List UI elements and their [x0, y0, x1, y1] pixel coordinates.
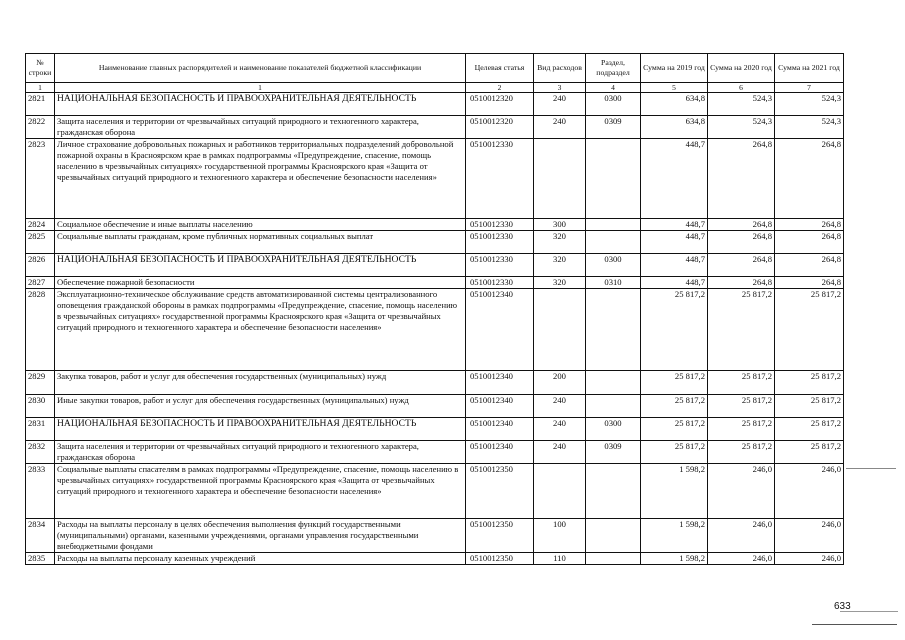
- row-sum-2021: 524,3: [775, 93, 844, 116]
- row-name: Иные закупки товаров, работ и услуг для обеспечения государственных (муниципальных) нужд: [55, 395, 466, 418]
- row-sum-2019: 634,8: [641, 116, 708, 139]
- table-body: [26, 93, 844, 565]
- row-name: Обеспечение пожарной безопасности: [55, 277, 466, 289]
- row-name: Личное страхование добровольных пожарных и работников территориальных подразделений добровольной пожарной охраны в Красноярском крае в рамках подпрограммы «Предупреждение, спасение, помощь населению в чрезвычайных ситуациях» государственной программы Красноярского края «Защита от чрезвычайных ситуаций природного и техногенного характера и обеспечение безопасности населения»: [55, 139, 466, 219]
- row-number: 2831: [26, 418, 55, 441]
- row-section: [586, 371, 641, 395]
- row-type: 240: [534, 395, 586, 418]
- row-type: [534, 139, 586, 219]
- row-sum-2020: 264,8: [708, 219, 775, 231]
- budget-table-sheet: [25, 53, 843, 565]
- table-row: [26, 219, 844, 231]
- table-row: [26, 277, 844, 289]
- header-target: Целевая статья: [466, 54, 534, 83]
- header-2020: Сумма на 2020 год: [708, 54, 775, 83]
- row-target: 0510012320: [466, 93, 534, 116]
- row-sum-2020: 25 817,2: [708, 395, 775, 418]
- table-header: [26, 54, 844, 93]
- row-sum-2019: 634,8: [641, 93, 708, 116]
- row-sum-2021: 264,8: [775, 254, 844, 277]
- row-target: 0510012350: [466, 519, 534, 553]
- row-name: НАЦИОНАЛЬНАЯ БЕЗОПАСНОСТЬ И ПРАВООХРАНИТЕЛЬНАЯ ДЕЯТЕЛЬНОСТЬ: [55, 93, 466, 116]
- row-section: 0309: [586, 116, 641, 139]
- row-number: 2828: [26, 289, 55, 371]
- row-number: 2824: [26, 219, 55, 231]
- row-number: 2833: [26, 464, 55, 519]
- scan-line: [846, 468, 896, 469]
- row-type: 320: [534, 231, 586, 254]
- row-name: Социальное обеспечение и иные выплаты населению: [55, 219, 466, 231]
- row-sum-2019: 448,7: [641, 139, 708, 219]
- row-sum-2020: 25 817,2: [708, 371, 775, 395]
- header-num: 4: [586, 83, 641, 93]
- row-type: 240: [534, 116, 586, 139]
- table-row: [26, 519, 844, 553]
- row-section: 0309: [586, 441, 641, 464]
- row-section: [586, 289, 641, 371]
- row-section: 0300: [586, 418, 641, 441]
- row-section: [586, 219, 641, 231]
- row-type: 320: [534, 254, 586, 277]
- header-row-no: № строки: [26, 54, 55, 83]
- table-row: [26, 116, 844, 139]
- row-type: 100: [534, 519, 586, 553]
- row-sum-2021: 25 817,2: [775, 441, 844, 464]
- row-target: 0510012350: [466, 464, 534, 519]
- row-section: 0300: [586, 93, 641, 116]
- row-section: 0310: [586, 277, 641, 289]
- row-sum-2019: 25 817,2: [641, 371, 708, 395]
- row-sum-2019: 448,7: [641, 219, 708, 231]
- row-name: Расходы на выплаты персоналу казенных учреждений: [55, 553, 466, 565]
- row-number: 2834: [26, 519, 55, 553]
- row-number: 2822: [26, 116, 55, 139]
- row-sum-2020: 524,3: [708, 93, 775, 116]
- row-type: 240: [534, 418, 586, 441]
- row-name: Социальные выплаты спасателям в рамках подпрограммы «Предупреждение, спасение, помощь населению в чрезвычайных ситуациях» государственной программы Красноярского края «Защита от чрезвычайных ситуаций природного и техногенного характера и обеспечение безопасности населения»: [55, 464, 466, 519]
- row-target: 0510012340: [466, 395, 534, 418]
- budget-table: [25, 53, 844, 565]
- row-sum-2021: 25 817,2: [775, 289, 844, 371]
- row-sum-2019: 25 817,2: [641, 418, 708, 441]
- row-sum-2019: 1 598,2: [641, 519, 708, 553]
- row-section: [586, 519, 641, 553]
- row-sum-2019: 1 598,2: [641, 464, 708, 519]
- table-row: [26, 231, 844, 254]
- row-target: 0510012340: [466, 418, 534, 441]
- table-row: [26, 418, 844, 441]
- row-sum-2021: 246,0: [775, 553, 844, 565]
- row-section: [586, 395, 641, 418]
- row-number: 2832: [26, 441, 55, 464]
- row-sum-2019: 448,7: [641, 254, 708, 277]
- row-sum-2021: 264,8: [775, 219, 844, 231]
- row-type: [534, 464, 586, 519]
- header-name: Наименование главных распорядителей и наименование показателей бюджетной классификации: [55, 54, 466, 83]
- row-target: 0510012350: [466, 553, 534, 565]
- row-section: [586, 464, 641, 519]
- header-num: 1: [26, 83, 55, 93]
- row-sum-2020: 264,8: [708, 139, 775, 219]
- header-num: 1: [55, 83, 466, 93]
- row-sum-2020: 246,0: [708, 553, 775, 565]
- row-sum-2020: 246,0: [708, 519, 775, 553]
- table-row: [26, 553, 844, 565]
- row-name: Эксплуатационно-техническое обслуживание средств автоматизированной системы централизованного оповещения гражданской обороны в рамках подпрограммы «Предупреждение, спасение, помощь населению в чрезвычайных ситуациях» государственной программы Красноярского края «Защита от чрезвычайных ситуаций природного и техногенного характера и обеспечение безопасности населения»: [55, 289, 466, 371]
- table-row: [26, 441, 844, 464]
- row-sum-2020: 264,8: [708, 231, 775, 254]
- table-row: [26, 395, 844, 418]
- row-sum-2020: 246,0: [708, 464, 775, 519]
- row-type: 320: [534, 277, 586, 289]
- row-name: Защита населения и территории от чрезвычайных ситуаций природного и техногенного характера, гражданская оборона: [55, 116, 466, 139]
- row-sum-2021: 264,8: [775, 231, 844, 254]
- header-section: Раздел, подраздел: [586, 54, 641, 83]
- row-sum-2021: 264,8: [775, 139, 844, 219]
- header-2021: Сумма на 2021 год: [775, 54, 844, 83]
- header-num: 7: [775, 83, 844, 93]
- row-target: 0510012340: [466, 289, 534, 371]
- row-section: [586, 553, 641, 565]
- row-target: 0510012330: [466, 254, 534, 277]
- row-sum-2021: 25 817,2: [775, 371, 844, 395]
- row-number: 2826: [26, 254, 55, 277]
- row-sum-2021: 246,0: [775, 519, 844, 553]
- row-target: 0510012340: [466, 371, 534, 395]
- table-row: [26, 371, 844, 395]
- row-type: 110: [534, 553, 586, 565]
- header-num: 2: [466, 83, 534, 93]
- row-sum-2021: 264,8: [775, 277, 844, 289]
- table-row: [26, 464, 844, 519]
- row-number: 2823: [26, 139, 55, 219]
- table-row: [26, 93, 844, 116]
- row-number: 2829: [26, 371, 55, 395]
- row-sum-2021: 25 817,2: [775, 395, 844, 418]
- row-sum-2020: 25 817,2: [708, 289, 775, 371]
- row-target: 0510012330: [466, 277, 534, 289]
- row-name: Закупка товаров, работ и услуг для обеспечения государственных (муниципальных) нужд: [55, 371, 466, 395]
- row-type: 240: [534, 93, 586, 116]
- row-name: Социальные выплаты гражданам, кроме публичных нормативных социальных выплат: [55, 231, 466, 254]
- row-section: [586, 231, 641, 254]
- table-row: [26, 254, 844, 277]
- row-target: 0510012340: [466, 441, 534, 464]
- row-target: 0510012330: [466, 139, 534, 219]
- header-num: 6: [708, 83, 775, 93]
- row-sum-2019: 448,7: [641, 231, 708, 254]
- row-sum-2019: 25 817,2: [641, 395, 708, 418]
- row-name: Расходы на выплаты персоналу в целях обеспечения выполнения функций государственными (муниципальными) органами, казенными учреждениями, органами управления государственными внебюджетными фондами: [55, 519, 466, 553]
- header-2019: Сумма на 2019 год: [641, 54, 708, 83]
- page-number: 633: [834, 601, 851, 612]
- table-row: [26, 139, 844, 219]
- scan-line: [840, 611, 898, 612]
- scan-line: [812, 624, 897, 625]
- row-number: 2821: [26, 93, 55, 116]
- header-type: Вид расходов: [534, 54, 586, 83]
- row-type: 300: [534, 219, 586, 231]
- header-num: 5: [641, 83, 708, 93]
- row-section: 0300: [586, 254, 641, 277]
- row-sum-2020: 264,8: [708, 254, 775, 277]
- row-name: НАЦИОНАЛЬНАЯ БЕЗОПАСНОСТЬ И ПРАВООХРАНИТЕЛЬНАЯ ДЕЯТЕЛЬНОСТЬ: [55, 418, 466, 441]
- row-type: 240: [534, 441, 586, 464]
- row-sum-2019: 448,7: [641, 277, 708, 289]
- row-name: НАЦИОНАЛЬНАЯ БЕЗОПАСНОСТЬ И ПРАВООХРАНИТЕЛЬНАЯ ДЕЯТЕЛЬНОСТЬ: [55, 254, 466, 277]
- row-number: 2830: [26, 395, 55, 418]
- row-number: 2825: [26, 231, 55, 254]
- row-sum-2021: 246,0: [775, 464, 844, 519]
- row-type: [534, 289, 586, 371]
- row-number: 2835: [26, 553, 55, 565]
- row-sum-2019: 25 817,2: [641, 441, 708, 464]
- row-sum-2021: 25 817,2: [775, 418, 844, 441]
- row-target: 0510012330: [466, 219, 534, 231]
- row-target: 0510012330: [466, 231, 534, 254]
- row-type: 200: [534, 371, 586, 395]
- row-sum-2019: 25 817,2: [641, 289, 708, 371]
- header-num: 3: [534, 83, 586, 93]
- row-sum-2020: 25 817,2: [708, 441, 775, 464]
- row-sum-2020: 524,3: [708, 116, 775, 139]
- row-sum-2020: 25 817,2: [708, 418, 775, 441]
- row-sum-2021: 524,3: [775, 116, 844, 139]
- table-row: [26, 289, 844, 371]
- row-name: Защита населения и территории от чрезвычайных ситуаций природного и техногенного характера, гражданская оборона: [55, 441, 466, 464]
- row-sum-2020: 264,8: [708, 277, 775, 289]
- row-number: 2827: [26, 277, 55, 289]
- row-target: 0510012320: [466, 116, 534, 139]
- row-sum-2019: 1 598,2: [641, 553, 708, 565]
- row-section: [586, 139, 641, 219]
